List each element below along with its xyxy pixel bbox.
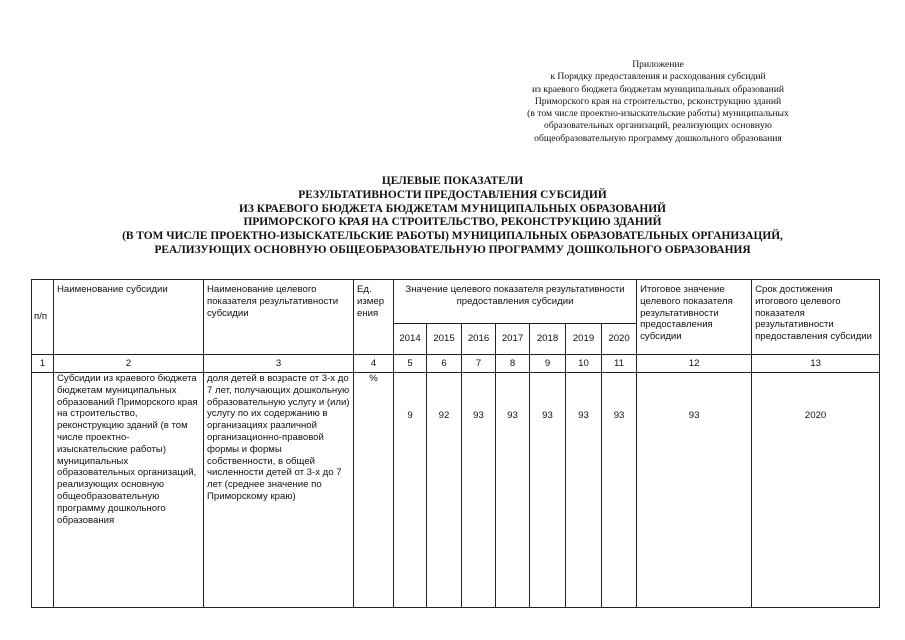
- column-number: 2: [54, 355, 204, 373]
- appendix-line: образовательных организаций, реализующих основную: [544, 120, 772, 132]
- row-year-value: 93: [530, 373, 566, 608]
- column-number: 10: [566, 355, 602, 373]
- column-number: 1: [32, 355, 54, 373]
- appendix-line: (в том числе проектно-изыскательские работы) муниципальных: [527, 108, 789, 120]
- row-indicator-name: доля детей в возрасте от 3-х до 7 лет, получающих дошкольную образовательную услугу и (или) услугу по их содержанию в организациях различной организационно-правовой формы и формы собственности, в общей численности детей от 3-х до 7 лет (среднее значение по Приморскому краю): [204, 373, 354, 608]
- header-year: 2018: [530, 324, 566, 355]
- appendix-line: Приморского края на строительство, рсконструкцию зданий: [534, 95, 782, 107]
- column-number-row: [32, 355, 880, 373]
- row-year-value: 92: [427, 373, 462, 608]
- column-number: 4: [354, 355, 394, 373]
- row-subsidy-name: Субсидии из краевого бюджета бюджетам муниципальных образований Приморского края на строительство, реконструкцию зданий (в том числе проектно-изыскательские работы) муниципальных образовательных организаций, реализующих основную общеобразовательную программу дошкольного образования: [54, 373, 204, 608]
- header-indicator-name: Наименование целевого показателя результативности субсидии: [204, 280, 354, 355]
- column-number: 5: [394, 355, 427, 373]
- header-year: 2017: [496, 324, 530, 355]
- title-line: (В ТОМ ЧИСЛЕ ПРОЕКТНО-ИЗЫСКАТЕЛЬСКИЕ РАБОТЫ) МУНИЦИПАЛЬНЫХ ОБРАЗОВАТЕЛЬНЫХ ОРГАНИЗАЦИЙ,: [122, 230, 783, 243]
- column-number: 6: [427, 355, 462, 373]
- row-deadline: 2020: [752, 373, 880, 608]
- header-unit: Ед. измер ения: [354, 280, 394, 355]
- header-deadline: Срок достижения итогового целевого показателя результативности предоставления субсидии: [752, 280, 880, 355]
- appendix-line: общеобразовательную программу дошкольного образования: [534, 132, 782, 144]
- header-year: 2016: [462, 324, 496, 355]
- table-row: [32, 373, 880, 608]
- row-year-value: 93: [496, 373, 530, 608]
- header-subsidy-name: Наименование субсидии: [54, 280, 204, 355]
- row-unit: %: [354, 373, 394, 608]
- row-year-value: 93: [602, 373, 637, 608]
- title-line: ЦЕЛЕВЫЕ ПОКАЗАТЕЛИ: [381, 175, 524, 187]
- appendix-line: из краевого бюджета бюджетам муниципальных образований: [531, 83, 784, 95]
- row-year-value: 93: [462, 373, 496, 608]
- column-number: 9: [530, 355, 566, 373]
- header-year: 2019: [566, 324, 602, 355]
- title-line: РЕЗУЛЬТАТИВНОСТИ ПРЕДОСТАВЛЕНИЯ СУБСИДИЙ: [298, 188, 607, 201]
- header-pp: п/п: [32, 280, 54, 355]
- header-total-value: Итоговое значение целевого показателя результативности предоставления субсидии: [637, 280, 752, 355]
- header-year: 2015: [427, 324, 462, 355]
- header-year: 2020: [602, 324, 637, 355]
- row-year-value: 9: [394, 373, 427, 608]
- header-row: [32, 280, 880, 324]
- header-values-group: Значение целевого показателя результативности предоставления субсидии: [394, 280, 637, 324]
- row-pp: [32, 373, 54, 608]
- appendix-block: [498, 59, 818, 145]
- row-total-value: 93: [637, 373, 752, 608]
- indicators-table: [31, 279, 880, 608]
- column-number: 3: [204, 355, 354, 373]
- appendix-line: к Порядку предоставления и расходования субсидий: [550, 71, 766, 83]
- column-number: 7: [462, 355, 496, 373]
- document-title: [40, 175, 865, 258]
- row-year-value: 93: [566, 373, 602, 608]
- column-number: 13: [752, 355, 880, 373]
- title-line: ИЗ КРАЕВОГО БЮДЖЕТА БЮДЖЕТАМ МУНИЦИПАЛЬНЫХ ОБРАЗОВАНИЙ: [239, 202, 666, 215]
- column-number: 8: [496, 355, 530, 373]
- title-line: РЕАЛИЗУЮЩИХ ОСНОВНУЮ ОБЩЕОБРАЗОВАТЕЛЬНУЮ ПРОГРАММУ ДОШКОЛЬНОГО ОБРАЗОВАНИЯ: [154, 243, 751, 256]
- appendix-line: Приложение: [632, 59, 684, 70]
- header-year: 2014: [394, 324, 427, 355]
- column-number: 12: [637, 355, 752, 373]
- column-number: 11: [602, 355, 637, 373]
- title-line: ПРИМОРСКОГО КРАЯ НА СТРОИТЕЛЬСТВО, РЕКОНСТРУКЦИЮ ЗДАНИЙ: [243, 216, 662, 229]
